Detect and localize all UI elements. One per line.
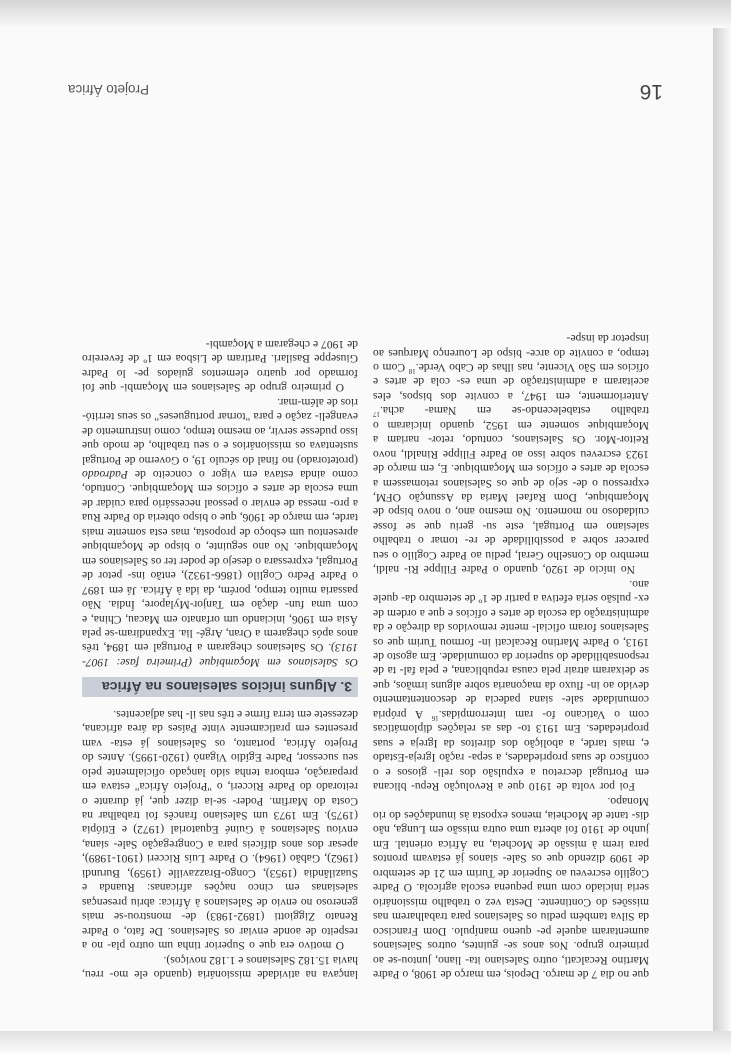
page-bottom-shadow — [0, 0, 731, 28]
paragraph — [373, 576, 649, 793]
paragraph-lead: Os Salesianos em Moçambique (Primeira fase: 1907-1913). — [82, 641, 358, 669]
italic-term: Padroado — [82, 468, 128, 482]
left-text-column — [373, 331, 649, 981]
section-heading: 3. Alguns inícios salesianos na África — [82, 677, 358, 697]
paragraph-text: A própria comunidade sale- siana padecia de descontentamento devido ao in- fluxo da maçonaria sobre alguns irmãos, que se deixaram atrair pela causa republicana, e pela fal- ta de responsabilidade do superior da comunidade. Em agosto de 1913, o Padre Martino Recalcati in- formou Turim que os Salesianos foram oficial- mente removidos da direção e da administração da escola de artes e ofícios e que a ordem de ex- pulsão seria efetiva a partir de 1º de setembro da- quele ano. — [372, 577, 649, 721]
paragraph-text: Os Salesianos chegaram a Portugal em 1894, três anos após chegarem a Oran, Argé- lia. Expandiram-se pela Ásia em 1906, iniciando um orfanato em Macau, China, e com uma fun- dação em Tanjor-Mylapore, Índia. Não passaria muito tempo, porém, da ida à África. Já em 1897 o Padre Pedro Coglilo (1866-1932), então ins- petor de Portugal, expressara o desejo de poder ter os Salesianos em Moçambique. No ano seguinte, o bispo de Moçambique apresentou um esboço de proposta, mas esta somente mais tarde, em março de 1906, que o bispo obteria do Padre Rua a pro- messa de enviar o pessoal necessário para cuidar de uma escola de artes e ofícios em Moçambique. Contudo, como ainda estava em vigor o conceito de — [82, 468, 358, 655]
paragraph: O primeiro grupo de Salesianos em Moçambi- que foi formado por quatro elementos guiados pe- lo Padre Giuseppe Basilari. Partiram de Lisboa em 1º de fevereiro de 1907 e chegaram a Moçambi- — [82, 337, 358, 395]
running-header-title: Projeto África — [68, 82, 150, 97]
paragraph-text: Foi por volta de 1910 que a Revolução Repu- blicana em Portugal decretou a expulsão dos reli- giosos e o confisco de suas propriedades, a sepa- ração Igreja-Estado e, mais tarde, a abolição dos direitos da Igreja e suas propriedades. Em 1913 to- das as relações diplomáticas com o Vaticano fo- ram interrompidas. — [373, 707, 649, 794]
footnote-ref: 18 — [408, 366, 416, 375]
running-header — [68, 79, 663, 103]
paragraph-text: Com o tempo, a convite do arce- bispo de Lourenço Marques ao inspetor da inspe- — [373, 332, 649, 374]
footnote-ref: 16 — [431, 713, 439, 722]
paragraph-text: No início de 1920, quando o Padre Filippe Ri- naldi, membro do Conselho Geral, pediu ao Padre Coglilo o seu parecer sobre a possibilidade de re- tomar o trabalho salesiano em Portugal, este su- geriu que se fosse cuidadoso no momento. No mesmo ano, o novo bispo de Moçambique, Dom Rafael Maria da Assunção OFM, expressou o de- sejo de que os Salesianos retomassem a escola de artes e ofícios em Moçambique. E, em março de 1923 escreveu sobre isso ao Padre Filippe Rinaldi, novo Reitor-Mor. Os Salesianos, contudo, retor- nariam a Moçambique somente em 1952, quando iniciaram o trabalho estabelecendo-se em Nama- acha. — [373, 404, 649, 577]
right-text-column — [82, 337, 358, 981]
paragraph-text: Anteriormente, em 1947, a convite dos bispos, eles aceitaram a administração de uma es- cola de artes e ofícios em São Vicente, nas ilhas de Cabo Verde. — [373, 360, 649, 403]
paragraph — [373, 331, 649, 577]
paragraph-text: (protetorado) no final do século 19, o Governo de Portugal sustentava os missionários e o seu trabalho, de modo que isso pudesse servir, ao mesmo tempo, como instrumento de evangeli- zação e para "tornar portugueses" os seus territó- rios de além-mar. — [82, 395, 358, 467]
paragraph: que no dia 7 de março. Depois, em março de 1908, o Padre Martino Recalcati, outro Salesiano ita- liano, juntou-se ao primeiro grupo. Nos anos se- guintes, outros Salesianos aumentaram aquele pe- queno manípulo. Dom Francisco da Silva também pediu os Salesianos para trabalharem nas missões do Continente. Desta vez o trabalho missionário seria iniciado com uma pequena escola agrícola. O Padre Coglilo escreveu ao Superior de Turim em 21 de setembro de 1909 dizendo que os Sale- sianos já estavam prontos para irem à missão de Mocheia, na África oriental. Em junho de 1910 foi aberta uma outra missão em Lunga, não dis- tante de Mocheia, menos exposta às inundações do rio Monapo. — [373, 794, 649, 981]
paragraph — [82, 394, 358, 669]
footnote-ref: 17 — [373, 410, 380, 419]
paragraph: lançava na atividade missionária (quando ele mo- rreu, havia 15.182 Salesianos e 1.182 noviços). — [82, 953, 358, 981]
page-number: 16 — [639, 80, 663, 103]
page-gutter-shadow — [713, 0, 731, 1053]
page-top-shadow — [0, 1031, 731, 1053]
paragraph: O motivo era que o Superior tinha um outro pla- no a respeito de aonde enviar os Salesianos. De fato, o Padre Renato Ziggiotti (1892-1983) de- monstrou-se mais generoso no envio de Salesianos à África: abriu presenças salesianas em cinco nações africanas: Ruanda e Suazilândia (1953), Congo-Brazzaville (1959), Burundi (1962), Gabão (1964). O Padre Luís Ricceri (1901-1989), apesar dos anos difíceis para a Congregação Sale- siana, enviou Salesianos à Guiné Equatorial (1972) e Etiópia (1975). Em 1973 um Salesiano francês foi trabalhar na Costa do Marfim. Poder- se-ia dizer que, já durante o reitorado do Padre Ricceri, o "Projeto África" estava em preparação, embora tenha sido lançado oficialmente pelo seu sucessor, Padre Egídio Viganò (1920-1995). Antes do Projeto África, portanto, os Salesianos já esta- vam presentes em praticamente vinte Países da área africana, dezessete em terra firme e três nas il- has adjacentes. — [82, 707, 358, 953]
